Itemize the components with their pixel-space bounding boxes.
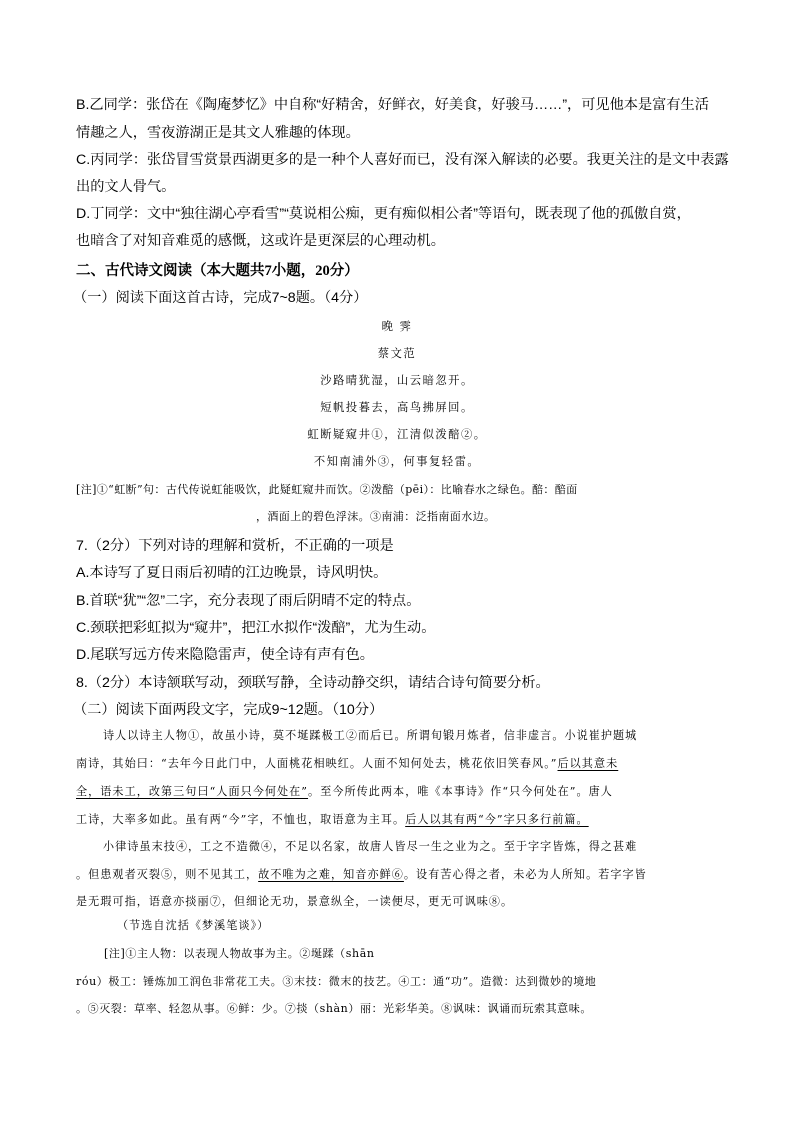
underlined-sentence: 后人以其有两“今”字只多行前篇。 [405, 813, 589, 826]
underlined-sentence: 故不唯为之难，知音亦鲜⑥ [258, 868, 404, 881]
underlined-sentence: 后以其意未 [557, 757, 619, 770]
poem-line-3: 虹断疑窥井①，江清似泼醅②。 [307, 428, 487, 441]
passage-p2-line2 [76, 866, 647, 884]
passage-text: 。但患观者灭裂⑤，则不见其工， [76, 868, 259, 881]
poem-note-line2: ，酒面上的碧色浮沫。③南浦：泛指南面水边。 [256, 510, 496, 523]
passage-p1-line4 [76, 811, 589, 829]
passage-p2-line1: 小律诗虽末技④，工之不造微④，不足以名家，故唐人皆尽一生之业为之。至于字字皆炼，得之甚难 [103, 840, 638, 853]
q6-option-d-line2: 也暗含了对知音难觅的感慨，这或许是更深层的心理动机。 [76, 233, 445, 249]
q6-option-c-line1: C.丙同学：张岱冒雪赏景西湖更多的是一种个人喜好而已，没有深入解读的必要。我更关注的是文中表露 [76, 152, 729, 168]
q6-option-b-line2: 情趣之人，雪夜游湖正是其文人雅趣的体现。 [76, 125, 360, 141]
passage-note-line1: [注]①主人物：以表现人物故事为主。②埏蹂（shān [104, 947, 375, 960]
poem-author: 蔡文范 [377, 347, 417, 360]
passage-text: 工诗，大率多如此。虽有两“今”字，不恤也，取语意为主耳。 [76, 813, 406, 826]
passage-text: 。设有苦心得之者，未必为人所知。若字字皆 [403, 868, 647, 881]
poem-line-1: 沙路晴犹湿，山云暗忽开。 [320, 374, 474, 387]
q8-stem: 8.（2分）本诗颔联写动，颈联写静，全诗动静交织，请结合诗句简要分析。 [76, 675, 550, 691]
passage-note-line3: 。⑤灭裂：草率、轻忽从事。⑥鲜：少。⑦掞（shàn）丽：光彩华美。⑧讽味：讽诵而玩索其意味。 [76, 1002, 592, 1015]
passage-source: （节选自沈括《梦溪笔谈》） [117, 919, 270, 932]
poem-note-line1: [注]①“虹断”句：古代传说虹能吸饮，此疑虹窥井而饮。②泼醅（pēi）：比喻春水之绿色。醅：醅面 [76, 483, 578, 496]
part2-intro: （二）阅读下面两段文字，完成9~12题。（10分） [73, 702, 384, 718]
poem-line-2: 短帆投暮去，高鸟拂屏回。 [320, 401, 474, 414]
poem-title: 晚 霁 [381, 320, 413, 333]
passage-p1-line1: 诗人以诗主人物①，故虽小诗，莫不埏蹂极工②而后已。所谓旬锻月炼者，信非虚言。小说崔护题城 [103, 729, 638, 742]
passage-p2-line3: 是无瑕可指，语意亦掞丽⑦，但细论无功，景意纵全，一读便尽，更无可讽味⑧。 [76, 895, 514, 908]
passage-p1-line2 [76, 755, 618, 773]
q6-option-c-line2: 出的文人骨气。 [76, 179, 176, 195]
passage-note-line2: róu）极工：锤炼加工润色非常花工夫。③末技：微末的技艺。④工：通“功”。造微：达到微妙的境地 [76, 975, 597, 988]
q6-option-d-line1: D.丁同学：文中“独往湖心亭看雪”“莫说相公痴，更有痴似相公者”等语句，既表现了他的孤傲自赏， [76, 206, 691, 222]
q7-option-a: A.本诗写了夏日雨后初晴的江边晚景，诗风明快。 [76, 565, 388, 581]
q7-stem: 7.（2分）下列对诗的理解和赏析，不正确的一项是 [76, 538, 394, 554]
q7-option-d: D.尾联写远方传来隐隐雷声，使全诗有声有色。 [76, 647, 374, 663]
section-heading: 二、古代诗文阅读（本大题共7小题，20分） [76, 263, 359, 279]
underlined-sentence: 全，语未工，改第三句曰“人面只今何处在” [76, 785, 309, 798]
q7-option-c: C.颈联把彩虹拟为“窥井”，把江水拟作“泼醅”，尤为生动。 [76, 620, 436, 636]
q6-option-b-line1: B.乙同学：张岱在《陶庵梦忆》中自称“好精舍，好鲜衣，好美食，好骏马……”，可见他本是富有生活 [76, 97, 709, 113]
passage-text: 南诗，其始曰：“去年今日此门中，人面桃花相映红。人面不知何处去，桃花依旧笑春风。” [76, 757, 558, 770]
passage-text: 。至今所传此两本，唯《本事诗》作“只今何处在”。唐人 [308, 785, 613, 798]
poem-line-4: 不知南浦外③，何事复轻雷。 [313, 455, 481, 468]
q7-option-b: B.首联“犹”“忽”二字，充分表现了雨后阴晴不定的特点。 [76, 593, 421, 609]
passage-p1-line3 [76, 783, 613, 801]
part1-intro: （一）阅读下面这首古诗，完成7~8题。（4分） [73, 290, 368, 306]
